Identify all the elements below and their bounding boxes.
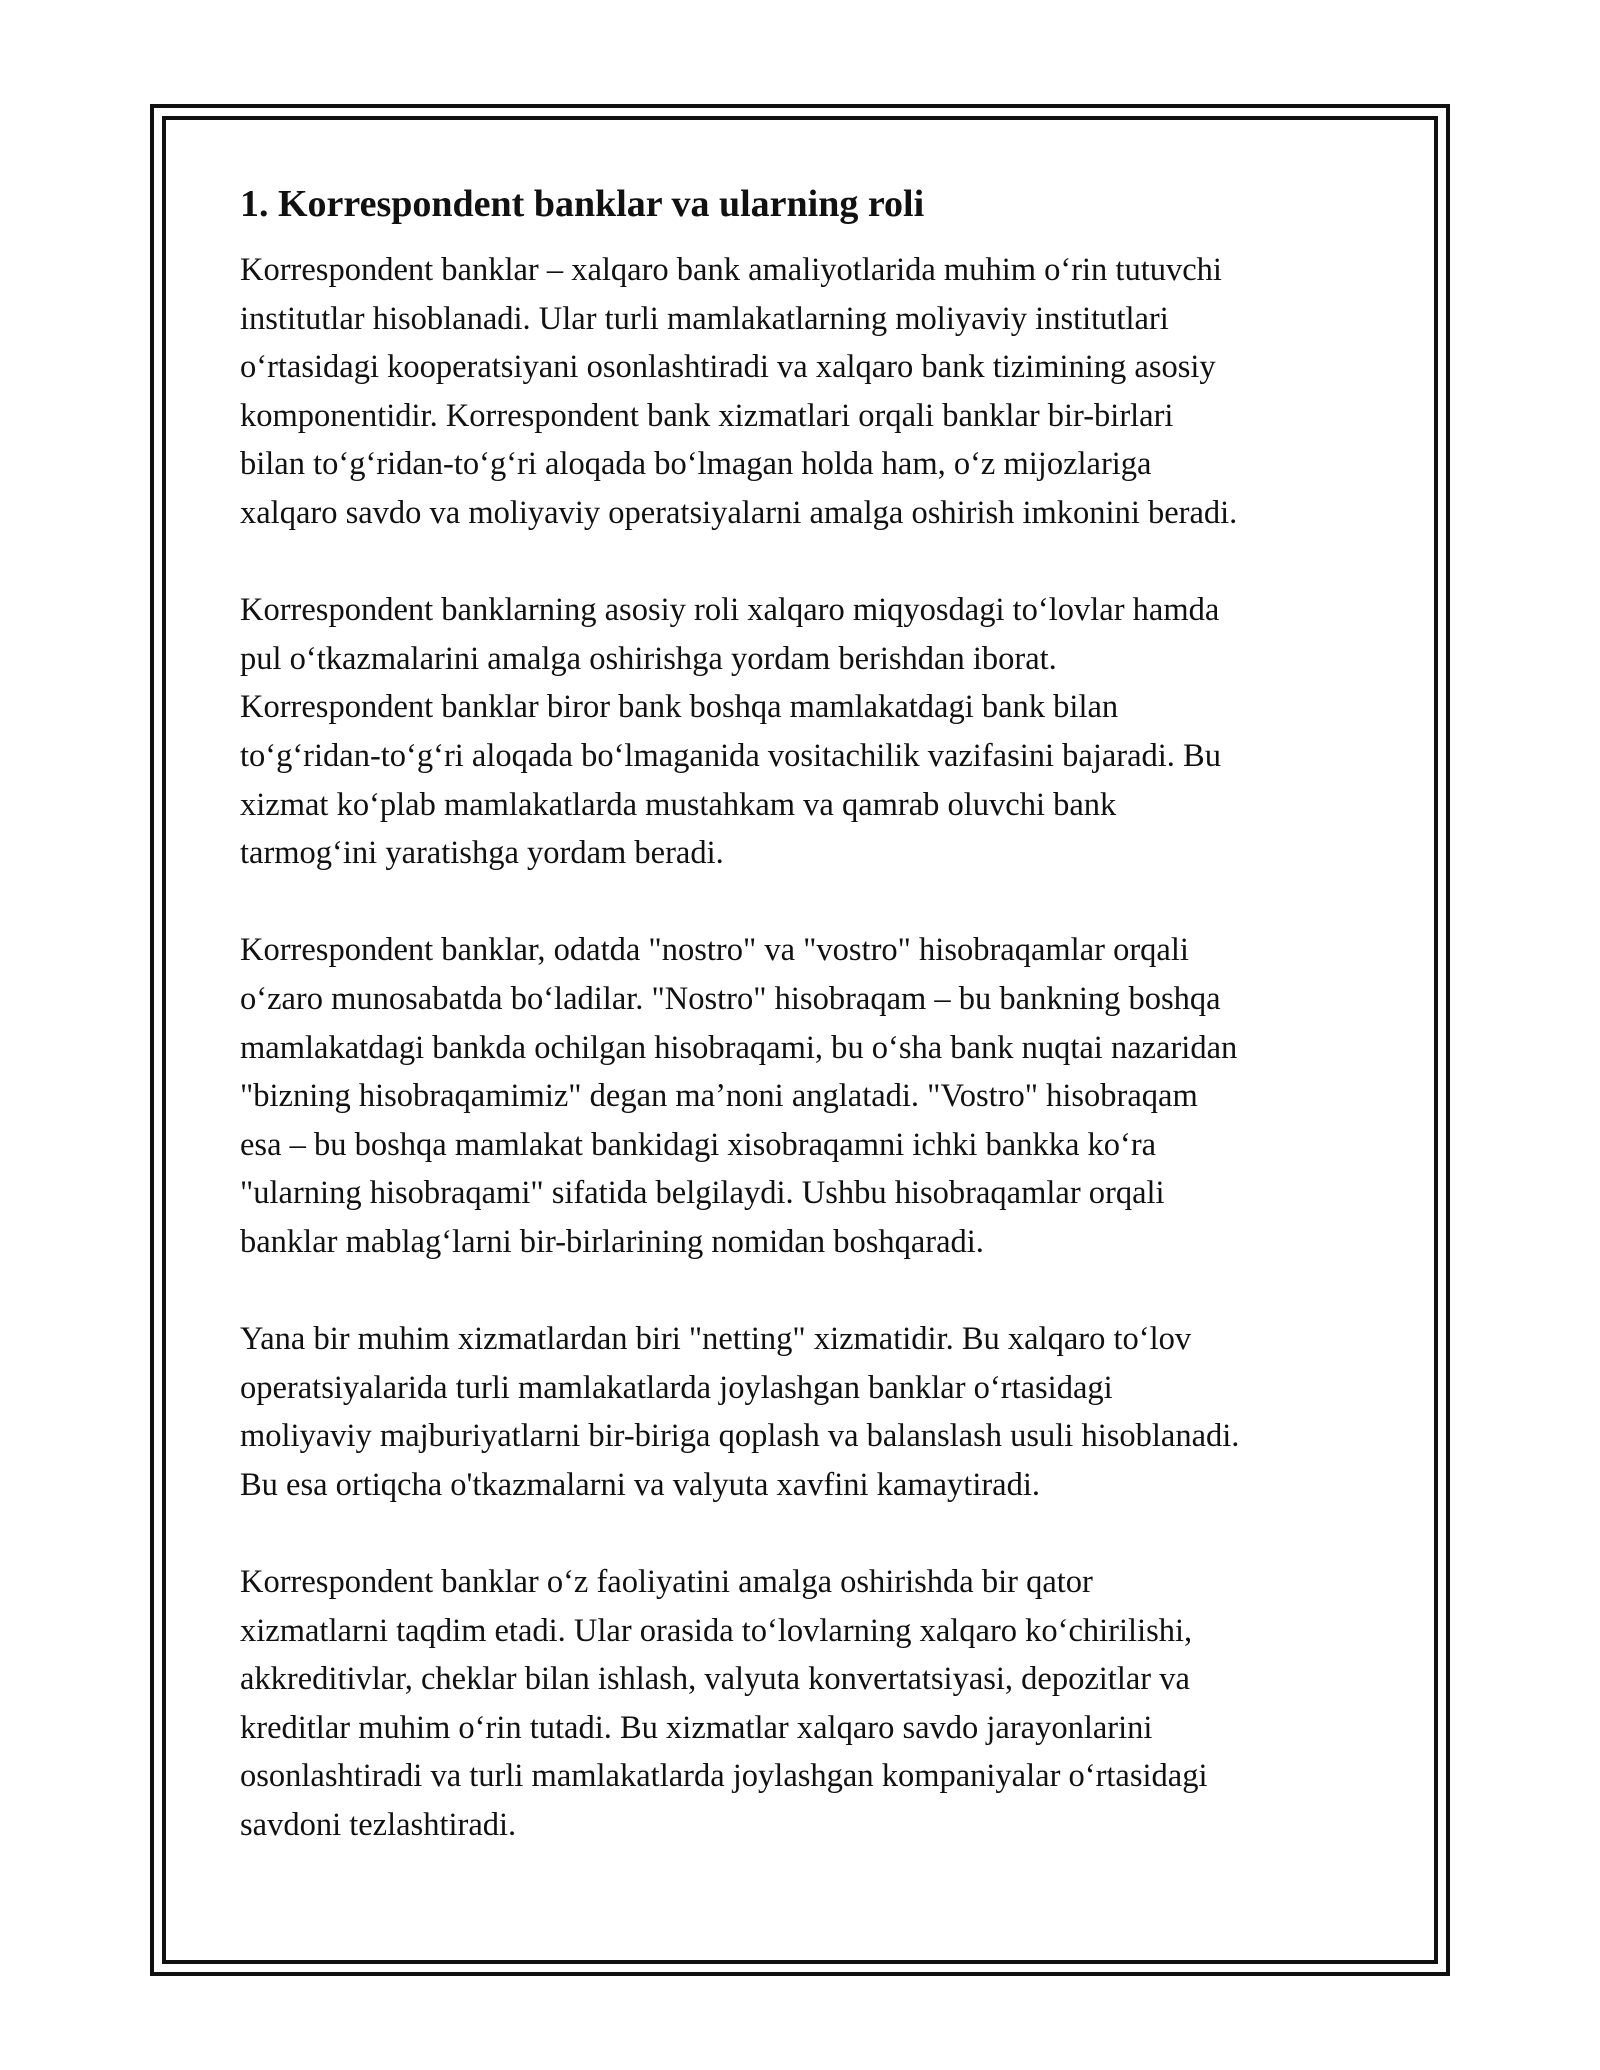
paragraph-list: [240, 246, 1390, 1850]
paragraph-line: oʻzaro munosabatda boʻladilar. "Nostro" hisobraqam – bu bankning boshqa: [240, 980, 1221, 1017]
paragraph-line: Korrespondent banklar oʻz faoliyatini amalga oshirishda bir qator: [240, 1564, 1093, 1601]
paragraph-line: "bizning hisobraqamimiz" degan maʼnoni anglatadi. "Vostro" hisobraqam: [240, 1078, 1198, 1115]
paragraph-line: institutlar hisoblanadi. Ular turli mamlakatlarning moliyaviy institutlari: [240, 300, 1169, 337]
paragraph-line: xizmatlarni taqdim etadi. Ular orasida toʻlovlarning xalqaro koʻchirilishi,: [240, 1612, 1193, 1649]
paragraph-line: kreditlar muhim oʻrin tutadi. Bu xizmatlar xalqaro savdo jarayonlarini: [240, 1709, 1153, 1746]
paragraph-line: Korrespondent banklar – xalqaro bank amaliyotlarida muhim oʻrin tutuvchi: [240, 252, 1222, 288]
paragraph-line: Korrespondent banklarning asosiy roli xalqaro miqyosdagi toʻlovlar hamda: [240, 592, 1220, 629]
paragraph-1: [240, 246, 1390, 538]
paragraph-line: esa – bu boshqa mamlakat bankidagi xisobraqamni ichki bankka koʻra: [240, 1126, 1157, 1163]
paragraph-line: moliyaviy majburiyatlarni bir-biriga qoplash va balanslash usuli hisoblanadi.: [240, 1418, 1240, 1455]
paragraph-line: Bu esa ortiqcha o'tkazmalarni va valyuta xavfini kamaytiradi.: [240, 1466, 1041, 1503]
paragraph-line: Yana bir muhim xizmatlardan biri "netting" xizmatidir. Bu xalqaro toʻlov: [240, 1321, 1192, 1358]
section-heading: 1. Korrespondent banklar va ularning roli: [240, 183, 925, 225]
paragraph-line: mamlakatdagi bankda ochilgan hisobraqami, bu oʻsha bank nuqtai nazaridan: [240, 1029, 1238, 1066]
paragraph-line: bilan toʻgʻridan-toʻgʻri aloqada boʻlmagan holda ham, oʻz mijozlariga: [240, 446, 1152, 483]
paragraph-line: xalqaro savdo va moliyaviy operatsiyalarni amalga oshirish imkonini beradi.: [240, 494, 1238, 531]
paragraph-line: xizmat koʻplab mamlakatlarda mustahkam va qamrab oluvchi bank: [240, 786, 1117, 823]
paragraph-line: komponentidir. Korrespondent bank xizmatlari orqali banklar bir-birlari: [240, 397, 1174, 434]
paragraph-5: [240, 1558, 1390, 1850]
paragraph-3: [240, 926, 1390, 1266]
paragraph-line: toʻgʻridan-toʻgʻri aloqada boʻlmaganida vositachilik vazifasini bajaradi. Bu: [240, 737, 1221, 774]
paragraph-line: "ularning hisobraqami" sifatida belgilaydi. Ushbu hisobraqamlar orqali: [240, 1175, 1165, 1212]
paragraph-line: banklar mablagʻlarni bir-birlarining nomidan boshqaradi.: [240, 1223, 984, 1260]
paragraph-line: osonlashtiradi va turli mamlakatlarda joylashgan kompaniyalar oʻrtasidagi: [240, 1758, 1208, 1795]
paragraph-2: [240, 586, 1390, 878]
paragraph-4: [240, 1315, 1390, 1509]
paragraph-line: pul oʻtkazmalarini amalga oshirishga yordam berishdan iborat.: [240, 640, 1057, 677]
paragraph-line: tarmogʻini yaratishga yordam beradi.: [240, 835, 724, 872]
paragraph-line: operatsiyalarida turli mamlakatlarda joylashgan banklar oʻrtasidagi: [240, 1369, 1113, 1406]
paragraph-line: oʻrtasidagi kooperatsiyani osonlashtiradi va xalqaro bank tizimining asosiy: [240, 349, 1216, 386]
paragraph-line: savdoni tezlashtiradi.: [240, 1807, 517, 1843]
paragraph-line: Korrespondent banklar biror bank boshqa mamlakatdagi bank bilan: [240, 689, 1119, 726]
page-border-outer: [150, 104, 1450, 1976]
paragraph-line: akkreditivlar, cheklar bilan ishlash, valyuta konvertatsiyasi, depozitlar va: [240, 1661, 1190, 1698]
document-content: [240, 180, 1390, 1898]
paragraph-line: Korrespondent banklar, odatda "nostro" va "vostro" hisobraqamlar orqali: [240, 932, 1189, 969]
